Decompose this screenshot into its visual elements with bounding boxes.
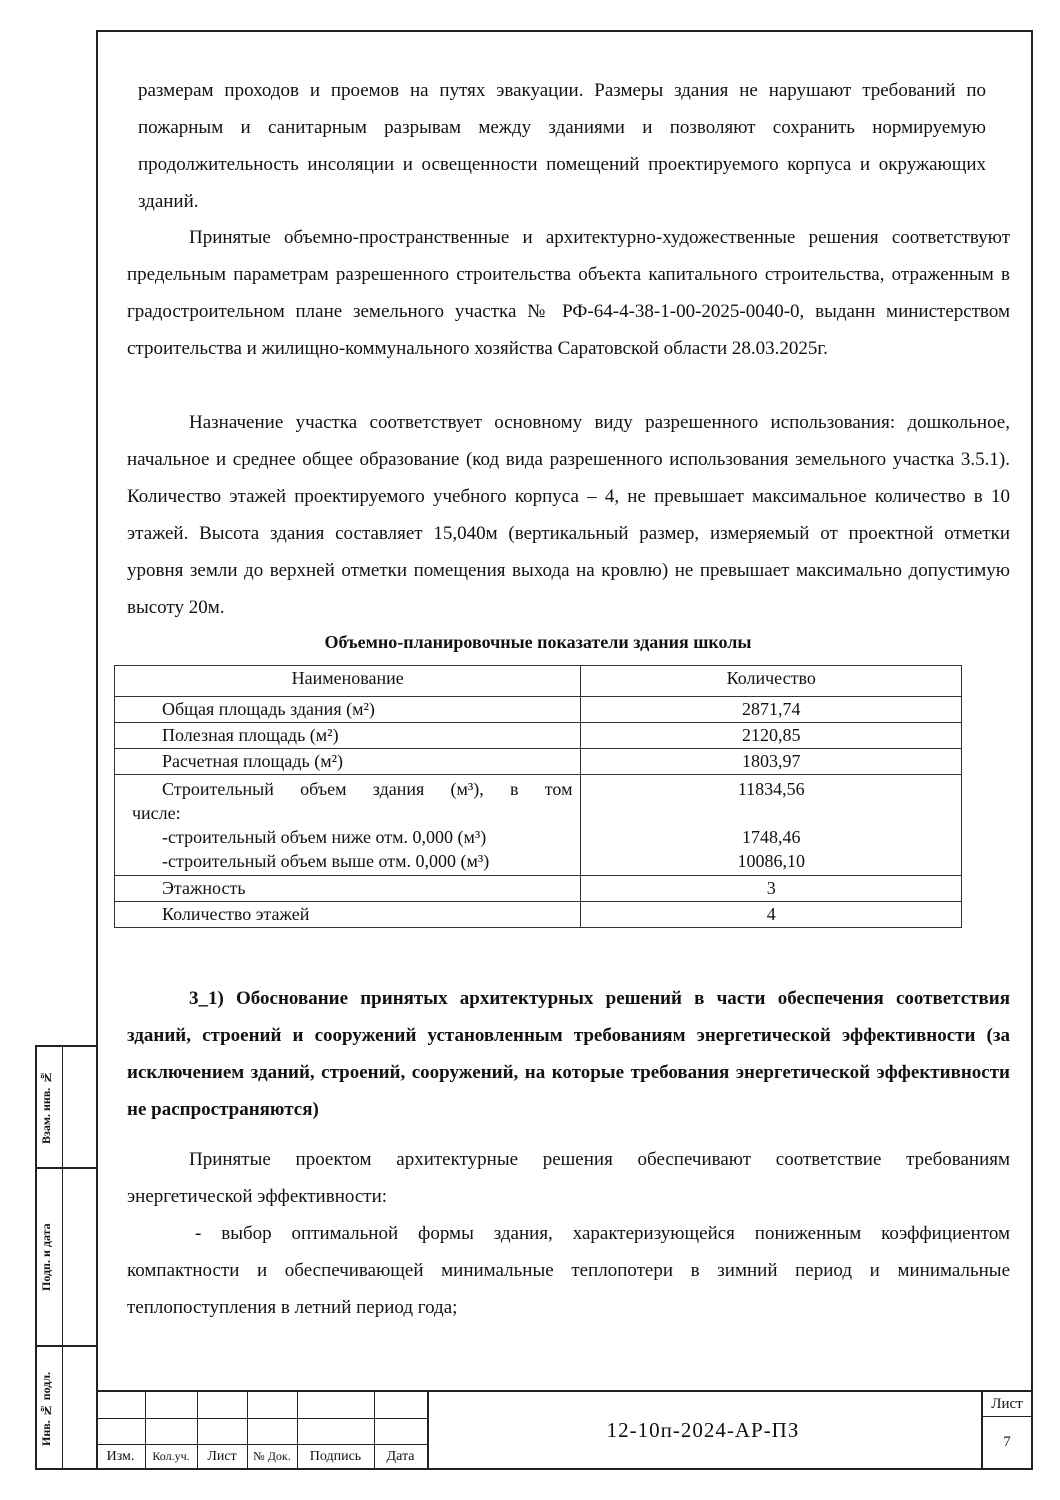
row-value: 3	[581, 876, 962, 902]
title-col-doc: № Док.	[253, 1449, 291, 1463]
table-row	[115, 749, 962, 775]
table-row	[115, 775, 962, 876]
paragraph-4: Принятые проектом архитектурные решения обеспечивают соответствие требованиям энергетической эффективности:	[127, 1149, 1010, 1207]
stamp-label-podp: Подп. и дата	[39, 1223, 53, 1291]
row-name: Расчетная площадь (м²)	[115, 749, 581, 775]
paragraph-5: - выбор оптимальной формы здания, характеризующейся пониженным коэффициентом компактности и обеспечивающей минимальные теплопотери в зимний период и минимальные теплопоступления в летний период года;	[127, 1223, 1010, 1318]
building-parameters-table	[114, 665, 962, 928]
title-col-kol: Кол.уч.	[152, 1449, 190, 1463]
column-header-name: Наименование	[115, 666, 581, 697]
stamp-label-inv: Инв. № подл.	[39, 1371, 53, 1446]
paragraph-3: Назначение участка соответствует основному виду разрешенного использования: дошкольное, начальное и среднее общее образование (код вида разрешенного использования земельного участка 3.5.1). Количество этажей проектируемого учебного корпуса – 4, не превышает максимальное количество в 10 этажей. Высота здания составляет 15,040м (вертикальный размер, измеряемый от проектной отметки уровня земли до верхней отметки помещения выхода на кровлю) не превышает максимально допустимую высоту 20м.	[127, 412, 1010, 618]
table-row	[115, 902, 962, 928]
row-name: Этажность	[115, 876, 581, 902]
column-header-quantity: Количество	[581, 666, 962, 697]
row-value: 1803,97	[581, 749, 962, 775]
paragraph-2: Принятые объемно-пространственные и архитектурно-художественные решения соответствуют предельным параметрам разрешенного строительства объекта капитального строительства, отраженным в градостроительном плане земельного участка № РФ-64-4-38-1-00-2025-0040-0, выданн министерством строительства и жилищно-коммунального хозяйства Саратовской области 28.03.2025г.	[127, 227, 1010, 359]
paragraph-1: размерам проходов и проемов на путях эвакуации. Размеры здания не нарушают требований по пожарным и санитарным разрывам между зданиями и позволяют сохранить нормируемую продолжительность инсоляции и освещенности помещений проектируемого корпуса и окружающих зданий.	[138, 80, 986, 212]
volume-above-value: 10086,10	[737, 851, 805, 871]
volume-total-value: 11834,56	[737, 779, 805, 799]
row-value: 2120,85	[581, 723, 962, 749]
volume-below-value: 1748,46	[741, 827, 801, 847]
section-heading: 3_1) Обоснование принятых архитектурных решений в части обеспечения соответствия зданий, строений и сооружений установленным требованиям энергетической эффективности (за исключением зданий, строений, сооружений, на которые требования энергетической эффективности не распространяются)	[127, 988, 1010, 1120]
sheet-label: Лист	[991, 1396, 1023, 1412]
volume-below-label: -строительный объем ниже отм. 0,000 (м³)	[162, 827, 487, 847]
row-value-volume	[581, 775, 962, 876]
title-col-data: Дата	[386, 1449, 415, 1464]
sheet-number: 7	[1003, 1434, 1011, 1450]
table-row	[115, 697, 962, 723]
row-name: Полезная площадь (м²)	[115, 723, 581, 749]
table-row	[115, 876, 962, 902]
row-name: Количество этажей	[115, 902, 581, 928]
volume-name-line-2: числе:	[132, 803, 181, 823]
table-header-row	[115, 666, 962, 697]
volume-name-line-1: Строительный объем здания (м³), в том	[162, 779, 573, 799]
title-col-izm: Изм.	[106, 1449, 135, 1464]
row-name: Общая площадь здания (м²)	[115, 697, 581, 723]
title-col-list: Лист	[207, 1449, 237, 1464]
stamp-label-vzam: Взам. инв. №	[39, 1070, 53, 1144]
table-row	[115, 723, 962, 749]
table-caption: Объемно-планировочные показатели здания школы	[324, 632, 752, 652]
row-name-volume	[115, 775, 581, 876]
row-value: 4	[581, 902, 962, 928]
title-col-podpis: Подпись	[309, 1449, 362, 1464]
row-value: 2871,74	[581, 697, 962, 723]
volume-above-label: -строительный объем выше отм. 0,000 (м³)	[162, 851, 490, 871]
document-code: 12-10п-2024-АР-ПЗ	[606, 1418, 800, 1442]
side-stamp	[35, 1045, 96, 1470]
